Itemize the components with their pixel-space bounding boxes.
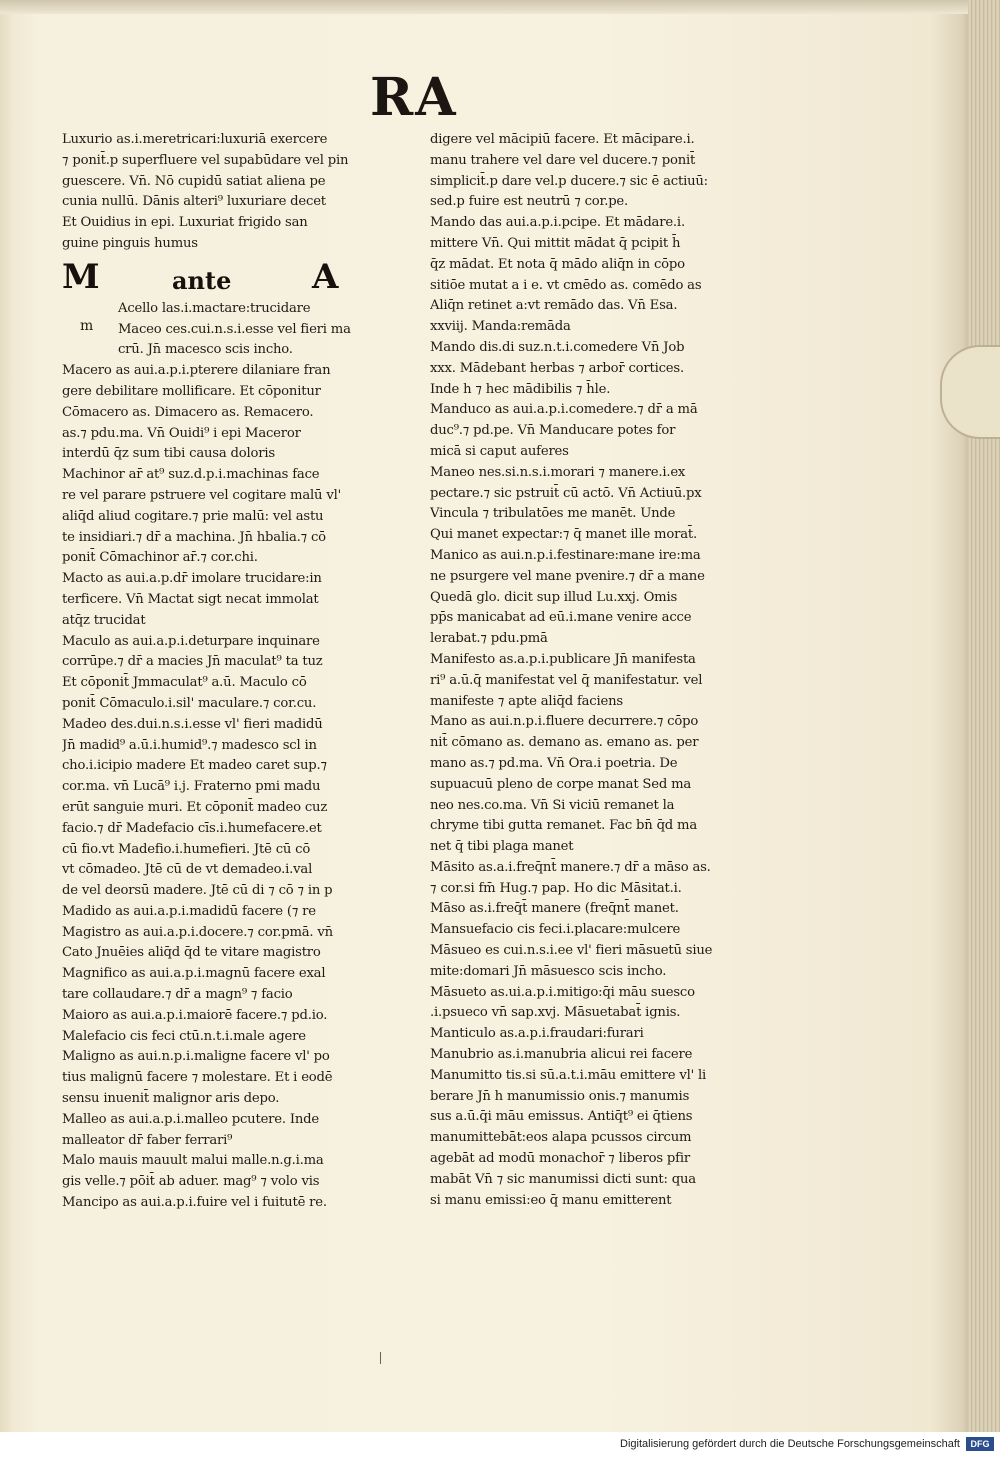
text-line: xxviij. Manda:remāda [430,319,571,335]
text-line: sus a.ū.q̄i māu emissus. Antiq̄t⁹ ei q̄tiens [430,1109,693,1125]
text-line: corrūpe.⁊ dr̄ a macies Jn̄ maculat⁹ ta tuz [62,654,323,670]
dfg-logo: DFG [966,1437,994,1451]
text-line: ⁊ ponit̄.p superfluere vel supabūdare vel pin [62,152,349,168]
text-line: ri⁹ a.ū.q̄ manifestat vel q̄ manifestatur. vel [430,672,703,688]
text-line: Et cōponit̄ Jmmaculat⁹ a.ū. Maculo cō [62,675,307,691]
text-line: Macero as aui.a.p.i.pterere dilaniare fran [62,363,331,379]
text-line: Mano as aui.n.p.i.fluere decurrere.⁊ cōpo [430,714,699,730]
text-line: micā si caput auferes [430,443,569,459]
text-line: Manifesto as.a.p.i.publicare Jn̄ manifesta [430,651,696,667]
text-line: Malleo as aui.a.p.i.malleo pcutere. Inde [62,1111,320,1127]
text-line: Quedā glo. dicit sup illud Lu.xxj. Omis [430,589,678,605]
text-line: Qui manet expectar:⁊ q̄ manet ille morat̄. [430,527,697,543]
text-line: si manu emissi:eo q̄ manu emitterent [430,1192,672,1208]
text-line: aliq̄d aliud cogitare.⁊ prie malū: vel astu [62,508,324,524]
text-line: nit̄ cōmano as. demano as. emano as. per [430,735,699,751]
text-line: te insidiari.⁊ dr̄ a machina. Jn̄ hbalia.⁊ cō [62,529,326,545]
text-line: sensu inuenit̄ malignor aris depo. [62,1091,280,1107]
text-line: crū. Jn̄ macesco scis incho. [118,342,293,358]
text-line: digere vel mācipiū facere. Et mācipare.i. [430,132,695,147]
text-line: malleator dr̄ faber ferrari⁹ [62,1132,233,1148]
text-line: Inde h ⁊ hec mādibilis ⁊ h̄le. [430,381,611,397]
running-header: RA [370,67,458,128]
text-line: Malefacio cis feci ctū.n.t.i.male agere [62,1028,306,1044]
text-line: manu trahere vel dare vel ducere.⁊ ponit̄ [430,152,696,168]
text-line: chryme tibi gutta remanet. Fac bn̄ q̄d ma [430,818,698,834]
text-line: manumittebāt:eos alapa pcussos circum [430,1130,692,1146]
text-line: tius malignū facere ⁊ molestare. Et i eodē [62,1070,333,1086]
text-line: ne psurgere vel mane pvenire.⁊ dr̄ a mane [430,568,705,584]
text-line: Acello las.i.mactare:trucidare [118,300,311,316]
left-column [62,130,402,1214]
text-line: q̄z mādat. Et nota q̄ mādo aliq̄n in cōpo [430,256,685,272]
text-line: .i.psueco vn̄ sap.xvj. Māsuetabat̄ ignis. [430,1005,681,1021]
text-line: re vel parare pstruere vel cogitare malū vl' [62,487,342,503]
section-heading [62,255,402,299]
text-line: mite:domari Jn̄ māsuesco scis incho. [430,963,667,979]
text-line: ponit̄ Cōmachinor ar̄.⁊ cor.chi. [62,550,258,566]
text-line: ⁊ cor.si fm̄ Hug.⁊ pap. Ho dic Māsitat.i. [430,880,682,896]
text-line: vt cōmadeo. Jtē cū de vt demadeo.i.val [62,862,313,878]
text-line: Machinor ar̄ at⁹ suz.d.p.i.machinas face [62,467,320,483]
text-line: sed.p fuire est neutrū ⁊ cor.pe. [430,194,629,210]
text-line: erūt sanguie muri. Et cōponit̄ madeo cuz [62,799,328,815]
text-line: ponit̄ Cōmaculo.i.sil' maculare.⁊ cor.cu. [62,695,317,711]
page-tab-notch [940,345,1000,439]
text-line: Maculo as aui.a.p.i.deturpare inquinare [62,633,320,649]
text-line: Vincula ⁊ tribulatōes me manēt. Unde [430,506,676,522]
text-line: cū fio.vt Madefio.i.humefieri. Jtē cū cō [62,841,311,857]
text-line: tare collaudare.⁊ dr̄ a magn⁹ ⁊ facio [62,987,293,1003]
page-mark [380,1352,381,1364]
text-line: gis velle.⁊ pōit̄ ab aduer. mag⁹ ⁊ volo vis [62,1174,320,1190]
section-heading-letter: M [62,256,100,297]
text-line: Et Ouidius in epi. Luxuriat frigido san [62,215,308,231]
text-line: Maceo ces.cui.n.s.i.esse vel fieri ma [118,321,351,337]
text-line: net q̄ tibi plaga manet [430,839,574,855]
text-line: supuacuū pleno de corpe manat Sed ma [430,776,692,792]
page-top-border [0,0,1000,14]
text-line: Mando das aui.a.p.i.pcipe. Et mādare.i. [430,215,685,231]
margin-note: m [80,318,94,334]
text-line: Māsito as.a.i.freq̄nt̄ manere.⁊ dr̄ a māso as. [430,859,711,875]
text-line: Magistro as aui.a.p.i.docere.⁊ cor.pmā. vn̄ [62,924,333,940]
text-line: gere debilitare mollificare. Et cōponitur [62,383,321,399]
text-line: lerabat.⁊ pdu.pmā [430,631,548,647]
text-line: mittere Vn̄. Qui mittit mādat q̄ pcipit h̄ [430,235,681,251]
text-line: cho.i.icipio madere Et madeo caret sup.⁊ [62,758,327,774]
text-line: as.⁊ pdu.ma. Vn̄ Ouidi⁹ i epi Maceror [62,425,301,441]
text-line: facio.⁊ dr̄ Madefacio cīs.i.humefacere.et [62,820,322,836]
text-line: Māsueo es cui.n.s.i.ee vl' fieri māsuetū siue [430,943,713,959]
text-line: Mancipo as aui.a.p.i.fuire vel i fuitutē re. [62,1195,327,1211]
text-line: Manumitto tis.si sū.a.t.i.māu emittere vl' li [430,1067,707,1083]
text-line: Mando dis.di suz.n.t.i.comedere Vn̄ Job [430,339,685,355]
text-line: agebāt ad modū monachor̄ ⁊ liberos pfir [430,1151,690,1167]
text-line: Māso as.i.freq̄t̄ manere (freq̄nt̄ manet. [430,901,679,917]
section-heading-letter: A [312,256,339,297]
footer-credit: Digitalisierung gefördert durch die Deutsche Forschungsgemeinschaft [620,1438,960,1450]
text-line: pectare.⁊ sic pstruit̄ cū actō. Vn̄ Actiuū.px [430,485,702,501]
text-line: interdū q̄z sum tibi causa doloris [62,446,275,462]
text-line: Maneo nes.si.n.s.i.morari ⁊ manere.i.ex [430,464,686,480]
right-column [430,130,775,1211]
text-line: manifeste ⁊ apte aliq̄d faciens [430,693,623,709]
text-line: Mansuefacio cis feci.i.placare:mulcere [430,922,681,938]
text-line: Māsueto as.ui.a.p.i.mitigo:q̄i māu suesco [430,984,695,1000]
text-line: Maligno as aui.n.p.i.maligne facere vl' po [62,1049,330,1065]
text-line: Aliq̄n retinet a:vt remādo das. Vn̄ Esa. [430,298,678,314]
text-line: Malo mauis mauult malui malle.n.g.i.ma [62,1153,324,1169]
text-line: simplicit̄.p dare vel.p ducere.⁊ sic ē actiuū: [430,173,708,189]
text-line: Jn̄ madid⁹ a.ū.i.humid⁹.⁊ madesco scl in [62,737,317,753]
text-line: cor.ma. vn̄ Lucā⁹ i.j. Fraterno pmi madu [62,779,321,795]
text-line: xxx. Mādebant herbas ⁊ arbor̄ cortices. [430,360,684,376]
footer-bar [0,1432,1000,1460]
text-line: guine pinguis humus [62,235,198,251]
text-line: Manubrio as.i.manubria alicui rei facere [430,1047,693,1063]
text-line: Magnifico as aui.a.p.i.magnū facere exal [62,966,326,982]
text-line: Cōmacero as. Dimacero as. Remacero. [62,404,314,420]
text-line: Cato Jnuēies aliq̄d q̄d te vitare magistro [62,945,321,961]
text-line: sitiōe mutat a i e. vt cmēdo as. comēdo as [430,277,702,293]
text-line: Maioro as aui.a.p.i.maiorē facere.⁊ pd.io. [62,1007,328,1023]
text-line: guescere. Vn̄. Nō cupidū satiat aliena pe [62,173,326,189]
text-line: Manticulo as.a.p.i.fraudari:furari [430,1026,644,1042]
text-line: duc⁹.⁊ pd.pe. Vn̄ Manducare potes for [430,423,676,439]
text-line: pp̄s manicabat ad eū.i.mane venire acce [430,610,692,626]
text-line: mabāt Vn̄ ⁊ sic manumissi dicti sunt: qua [430,1171,696,1187]
text-line: Madido as aui.a.p.i.madidū facere (⁊ re [62,903,316,919]
text-line: de vel deorsū madere. Jtē cū di ⁊ cō ⁊ in p [62,883,333,899]
text-line: berare Jn̄ h manumissio onis.⁊ manumis [430,1088,690,1104]
text-line: Macto as aui.a.p.dr̄ imolare trucidare:in [62,571,322,587]
text-line: terficere. Vn̄ Mactat sigt necat immolat [62,591,319,607]
text-line: Madeo des.dui.n.s.i.esse vl' fieri madidū [62,716,323,732]
text-line: Manico as aui.n.p.i.festinare:mane ire:ma [430,547,701,563]
text-line: Manduco as aui.a.p.i.comedere.⁊ dr̄ a mā [430,402,698,418]
text-line: Luxurio as.i.meretricari:luxuriā exercere [62,132,328,147]
page-edge [968,0,1000,1432]
text-line: atq̄z trucidat [62,612,146,628]
text-line: mano as.⁊ pd.ma. Vn̄ Ora.i poetria. De [430,755,678,771]
text-line: cunia nullū. Dānis alteri⁹ luxuriare decet [62,194,326,210]
section-heading-word: ante [172,265,232,295]
text-line: neo nes.co.ma. Vn̄ Si viciū remanet la [430,797,675,813]
